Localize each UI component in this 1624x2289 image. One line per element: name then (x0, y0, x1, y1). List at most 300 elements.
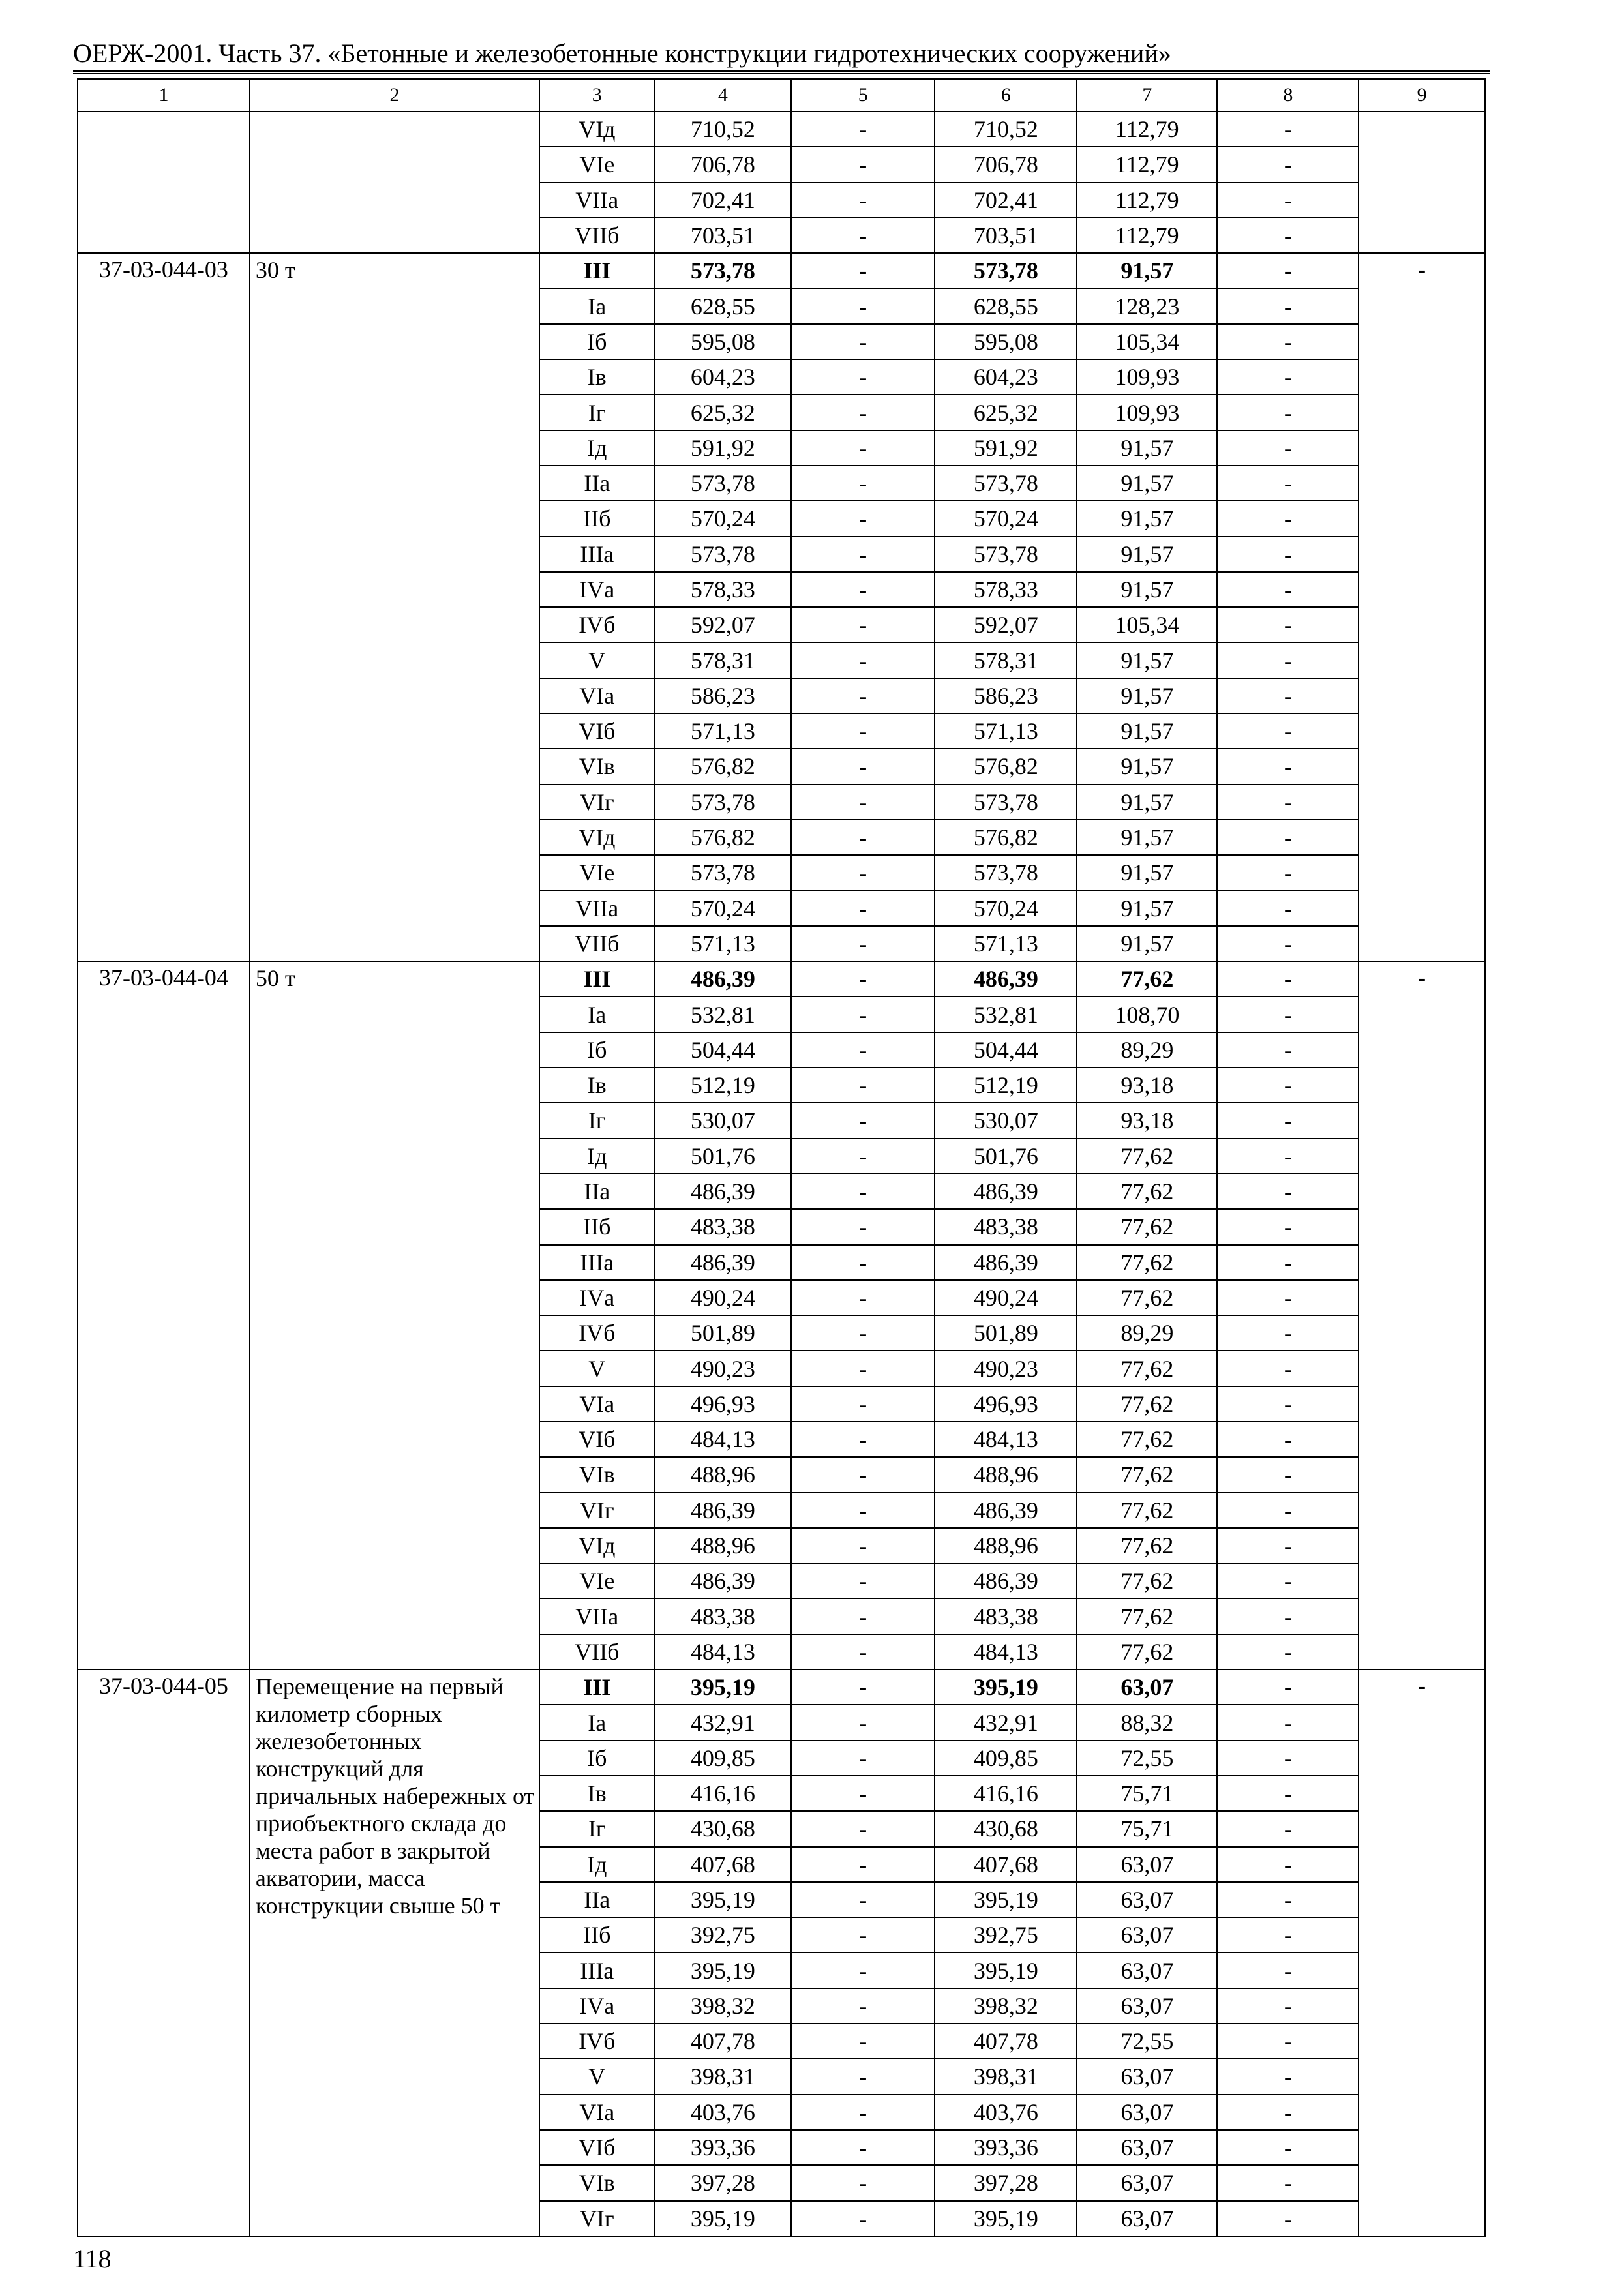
value-cell-col4: 490,23 (654, 1351, 791, 1386)
value-cell-col8: - (1217, 1563, 1359, 1598)
zone-cell: Iг (539, 1811, 654, 1846)
value-cell-col8: - (1217, 572, 1359, 607)
code-cell (78, 112, 250, 253)
value-cell-col5: - (791, 820, 935, 855)
value-cell-col7: 77,62 (1077, 1174, 1217, 1209)
value-cell-col7: 77,62 (1077, 1528, 1217, 1563)
description-cell: 50 т (250, 961, 539, 1669)
value-cell-col8: - (1217, 1068, 1359, 1103)
value-cell-col7: 91,57 (1077, 537, 1217, 572)
value-cell-col4: 392,75 (654, 1917, 791, 1952)
value-cell-col6: 576,82 (935, 749, 1077, 784)
zone-cell: VIе (539, 855, 654, 890)
column-number: 5 (791, 79, 935, 112)
code-cell: 37-03-044-03 (78, 253, 250, 961)
value-cell-col4: 483,38 (654, 1209, 791, 1244)
value-cell-col5: - (791, 253, 935, 288)
value-cell-col5: - (791, 1315, 935, 1351)
value-cell-col5: - (791, 1068, 935, 1103)
value-cell-col7: 63,07 (1077, 2059, 1217, 2094)
value-cell-col8: - (1217, 324, 1359, 359)
value-cell-col6: 604,23 (935, 359, 1077, 395)
value-cell-col6: 395,19 (935, 2201, 1077, 2236)
value-cell-col5: - (791, 1988, 935, 2024)
value-cell-col5: - (791, 1209, 935, 1244)
value-cell-col7: 63,07 (1077, 1847, 1217, 1882)
value-cell-col4: 576,82 (654, 820, 791, 855)
value-cell-col5: - (791, 1741, 935, 1776)
value-cell-col8: - (1217, 1988, 1359, 2024)
value-cell-col6: 501,89 (935, 1315, 1077, 1351)
value-cell-col7: 105,34 (1077, 607, 1217, 642)
zone-cell: Iб (539, 324, 654, 359)
zone-cell: IVб (539, 1315, 654, 1351)
value-cell-col8: - (1217, 1139, 1359, 1174)
value-cell-col7: 91,57 (1077, 749, 1217, 784)
value-cell-col5: - (791, 112, 935, 147)
value-cell-col5: - (791, 1563, 935, 1598)
zone-cell: Iг (539, 395, 654, 430)
zone-cell: VIд (539, 1528, 654, 1563)
value-cell-col6: 398,31 (935, 2059, 1077, 2094)
value-cell-col4: 504,44 (654, 1032, 791, 1068)
value-cell-col4: 416,16 (654, 1776, 791, 1811)
value-cell-col8: - (1217, 642, 1359, 678)
value-cell-col7: 112,79 (1077, 112, 1217, 147)
value-cell-col8: - (1217, 2130, 1359, 2165)
value-cell-col4: 488,96 (654, 1528, 791, 1563)
value-cell-col7: 77,62 (1077, 1280, 1217, 1315)
value-cell-col7: 105,34 (1077, 324, 1217, 359)
value-cell-col7: 63,07 (1077, 2201, 1217, 2236)
value-cell-col8: - (1217, 183, 1359, 218)
value-cell-col7: 91,57 (1077, 253, 1217, 288)
value-cell-col8: - (1217, 1776, 1359, 1811)
value-cell-col7: 112,79 (1077, 218, 1217, 253)
zone-cell: VIв (539, 1457, 654, 1492)
value-cell-col7: 63,07 (1077, 1917, 1217, 1952)
zone-cell: VIа (539, 2095, 654, 2130)
zone-cell: IVа (539, 1280, 654, 1315)
value-cell-col6: 484,13 (935, 1422, 1077, 1457)
value-cell-col8: - (1217, 855, 1359, 890)
zone-cell: IVб (539, 607, 654, 642)
zone-cell: VIг (539, 1493, 654, 1528)
value-cell-col4: 407,78 (654, 2024, 791, 2059)
value-cell-col6: 486,39 (935, 1174, 1077, 1209)
value-cell-col4: 628,55 (654, 288, 791, 323)
value-cell-col8: - (1217, 218, 1359, 253)
value-cell-col5: - (791, 1669, 935, 1705)
value-cell-col5: - (791, 678, 935, 713)
value-cell-col5: - (791, 1882, 935, 1917)
zone-cell: VIIа (539, 183, 654, 218)
value-cell-col8: - (1217, 607, 1359, 642)
zone-cell: VIб (539, 2130, 654, 2165)
column-number: 1 (78, 79, 250, 112)
value-cell-col8: - (1217, 430, 1359, 466)
zone-cell: IIб (539, 1209, 654, 1244)
zone-cell: VIIб (539, 926, 654, 961)
value-cell-col5: - (791, 1634, 935, 1669)
value-cell-col4: 395,19 (654, 1952, 791, 1988)
zone-cell: Iд (539, 430, 654, 466)
value-cell-col7: 91,57 (1077, 855, 1217, 890)
value-cell-col8: - (1217, 1386, 1359, 1422)
value-cell-col5: - (791, 466, 935, 501)
value-cell-col5: - (791, 1528, 935, 1563)
value-cell-col5: - (791, 2130, 935, 2165)
value-cell-col4: 595,08 (654, 324, 791, 359)
value-cell-col4: 407,68 (654, 1847, 791, 1882)
zone-cell: IIIа (539, 537, 654, 572)
value-cell-col8: - (1217, 147, 1359, 182)
zone-cell: III (539, 1669, 654, 1705)
table-row (78, 961, 1485, 996)
zone-cell: VIб (539, 713, 654, 749)
value-cell-col4: 710,52 (654, 112, 791, 147)
value-cell-col5: - (791, 218, 935, 253)
zone-cell: V (539, 2059, 654, 2094)
value-cell-col8: - (1217, 1174, 1359, 1209)
value-cell-col7: 93,18 (1077, 1103, 1217, 1138)
value-cell-col5: - (791, 1422, 935, 1457)
value-cell-col4: 486,39 (654, 1174, 791, 1209)
value-cell-col8: - (1217, 2024, 1359, 2059)
value-cell-col8: - (1217, 820, 1359, 855)
table-row (78, 1669, 1485, 1705)
value-cell-col6: 573,78 (935, 785, 1077, 820)
zone-cell: IVа (539, 572, 654, 607)
value-cell-col4: 488,96 (654, 1457, 791, 1492)
value-cell-col8: - (1217, 466, 1359, 501)
value-cell-col6: 578,33 (935, 572, 1077, 607)
value-cell-col6: 592,07 (935, 607, 1077, 642)
value-cell-col7: 63,07 (1077, 1669, 1217, 1705)
value-cell-col8: - (1217, 2095, 1359, 2130)
value-cell-col7: 91,57 (1077, 430, 1217, 466)
value-cell-col8: - (1217, 961, 1359, 996)
table-body (78, 79, 1485, 2236)
value-cell-col5: - (791, 2201, 935, 2236)
value-cell-col5: - (791, 2095, 935, 2130)
value-cell-col8: - (1217, 1917, 1359, 1952)
value-cell-col6: 392,75 (935, 1917, 1077, 1952)
value-cell-col8: - (1217, 678, 1359, 713)
value-cell-col7: 128,23 (1077, 288, 1217, 323)
column-number: 4 (654, 79, 791, 112)
value-cell-col4: 496,93 (654, 1386, 791, 1422)
value-cell-col4: 486,39 (654, 1245, 791, 1280)
value-cell-col5: - (791, 147, 935, 182)
value-cell-col6: 403,76 (935, 2095, 1077, 2130)
value-cell-col5: - (791, 2059, 935, 2094)
value-cell-col7: 72,55 (1077, 1741, 1217, 1776)
value-cell-col5: - (791, 1032, 935, 1068)
value-cell-col8: - (1217, 1882, 1359, 1917)
value-cell-col8: - (1217, 1103, 1359, 1138)
value-cell-col6: 398,32 (935, 1988, 1077, 2024)
value-cell-col6: 576,82 (935, 820, 1077, 855)
value-cell-col4: 490,24 (654, 1280, 791, 1315)
value-cell-col5: - (791, 891, 935, 926)
value-cell-col6: 532,81 (935, 996, 1077, 1032)
value-cell-col8: - (1217, 2201, 1359, 2236)
value-cell-col4: 486,39 (654, 1493, 791, 1528)
value-cell-col4: 576,82 (654, 749, 791, 784)
value-cell-col8: - (1217, 891, 1359, 926)
value-cell-col7: 91,57 (1077, 785, 1217, 820)
value-cell-col6: 486,39 (935, 1563, 1077, 1598)
value-cell-col7: 77,62 (1077, 1209, 1217, 1244)
value-cell-col6: 570,24 (935, 501, 1077, 536)
zone-cell: Iб (539, 1741, 654, 1776)
value-cell-col7: 77,62 (1077, 1493, 1217, 1528)
zone-cell: IIб (539, 1917, 654, 1952)
value-cell-col5: - (791, 2024, 935, 2059)
value-cell-col6: 570,24 (935, 891, 1077, 926)
value-cell-col6: 397,28 (935, 2165, 1077, 2200)
value-cell-col6: 573,78 (935, 466, 1077, 501)
value-cell-col7: 89,29 (1077, 1315, 1217, 1351)
value-cell-col8: - (1217, 1669, 1359, 1705)
zone-cell: IIа (539, 466, 654, 501)
zone-cell: Iв (539, 359, 654, 395)
value-cell-col8: - (1217, 2059, 1359, 2094)
value-cell-col6: 504,44 (935, 1032, 1077, 1068)
value-cell-col6: 432,91 (935, 1705, 1077, 1740)
value-cell-col7: 77,62 (1077, 961, 1217, 996)
value-cell-col5: - (791, 324, 935, 359)
value-cell-col8: - (1217, 1245, 1359, 1280)
value-cell-col7: 108,70 (1077, 996, 1217, 1032)
value-cell-col7: 63,07 (1077, 1988, 1217, 2024)
value-cell-col4: 573,78 (654, 537, 791, 572)
value-cell-col7: 112,79 (1077, 183, 1217, 218)
value-cell-col4: 573,78 (654, 466, 791, 501)
value-cell-col4: 573,78 (654, 855, 791, 890)
value-cell-col5: - (791, 1776, 935, 1811)
value-cell-col8: - (1217, 1351, 1359, 1386)
value-cell-col6: 430,68 (935, 1811, 1077, 1846)
value-cell-col7: 75,71 (1077, 1811, 1217, 1846)
value-cell-col7: 91,57 (1077, 678, 1217, 713)
zone-cell: III (539, 253, 654, 288)
value-cell-col4: 484,13 (654, 1422, 791, 1457)
value-cell-col6: 703,51 (935, 218, 1077, 253)
value-cell-col5: - (791, 713, 935, 749)
description-cell (250, 112, 539, 253)
zone-cell: VIв (539, 2165, 654, 2200)
value-cell-col9: - (1359, 961, 1485, 1669)
zone-cell: IIб (539, 501, 654, 536)
value-cell-col6: 393,36 (935, 2130, 1077, 2165)
value-cell-col8: - (1217, 1634, 1359, 1669)
value-cell-col6: 490,23 (935, 1351, 1077, 1386)
value-cell-col8: - (1217, 1209, 1359, 1244)
value-cell-col8: - (1217, 359, 1359, 395)
value-cell-col6: 409,85 (935, 1741, 1077, 1776)
value-cell-col8: - (1217, 1493, 1359, 1528)
value-cell-col7: 91,57 (1077, 572, 1217, 607)
value-cell-col6: 407,78 (935, 2024, 1077, 2059)
value-cell-col7: 75,71 (1077, 1776, 1217, 1811)
value-cell-col6: 573,78 (935, 855, 1077, 890)
value-cell-col5: - (791, 1705, 935, 1740)
value-cell-col4: 625,32 (654, 395, 791, 430)
zone-cell: IVа (539, 1988, 654, 2024)
value-cell-col4: 591,92 (654, 430, 791, 466)
value-cell-col8: - (1217, 395, 1359, 430)
value-cell-col5: - (791, 785, 935, 820)
value-cell-col8: - (1217, 1705, 1359, 1740)
value-cell-col4: 703,51 (654, 218, 791, 253)
value-cell-col8: - (1217, 501, 1359, 536)
zone-cell: V (539, 1351, 654, 1386)
value-cell-col4: 395,19 (654, 1669, 791, 1705)
value-cell-col7: 93,18 (1077, 1068, 1217, 1103)
value-cell-col7: 91,57 (1077, 820, 1217, 855)
value-cell-col6: 395,19 (935, 1669, 1077, 1705)
value-cell-col5: - (791, 926, 935, 961)
value-cell-col5: - (791, 1103, 935, 1138)
value-cell-col6: 512,19 (935, 1068, 1077, 1103)
value-cell-col5: - (791, 359, 935, 395)
value-cell-col7: 63,07 (1077, 2165, 1217, 2200)
value-cell-col5: - (791, 395, 935, 430)
value-cell-col7: 77,62 (1077, 1563, 1217, 1598)
value-cell-col9 (1359, 112, 1485, 253)
value-cell-col7: 91,57 (1077, 713, 1217, 749)
zone-cell: Iв (539, 1776, 654, 1811)
value-cell-col5: - (791, 1598, 935, 1634)
value-cell-col5: - (791, 430, 935, 466)
value-cell-col7: 63,07 (1077, 1952, 1217, 1988)
value-cell-col6: 395,19 (935, 1952, 1077, 1988)
value-cell-col5: - (791, 1457, 935, 1492)
value-cell-col7: 91,57 (1077, 891, 1217, 926)
column-number-row (78, 79, 1485, 112)
value-cell-col5: - (791, 642, 935, 678)
zone-cell: Iг (539, 1103, 654, 1138)
value-cell-col6: 490,24 (935, 1280, 1077, 1315)
value-cell-col4: 395,19 (654, 2201, 791, 2236)
value-cell-col6: 483,38 (935, 1598, 1077, 1634)
value-cell-col5: - (791, 1493, 935, 1528)
value-cell-col5: - (791, 288, 935, 323)
value-cell-col4: 702,41 (654, 183, 791, 218)
zone-cell: VIIб (539, 218, 654, 253)
value-cell-col8: - (1217, 785, 1359, 820)
value-cell-col4: 501,76 (654, 1139, 791, 1174)
value-cell-col7: 63,07 (1077, 2095, 1217, 2130)
value-cell-col8: - (1217, 1811, 1359, 1846)
value-cell-col7: 77,62 (1077, 1139, 1217, 1174)
zone-cell: IIа (539, 1174, 654, 1209)
value-cell-col4: 532,81 (654, 996, 791, 1032)
value-cell-col7: 77,62 (1077, 1457, 1217, 1492)
value-cell-col4: 604,23 (654, 359, 791, 395)
value-cell-col6: 586,23 (935, 678, 1077, 713)
value-cell-col6: 484,13 (935, 1634, 1077, 1669)
value-cell-col4: 573,78 (654, 785, 791, 820)
value-cell-col4: 573,78 (654, 253, 791, 288)
zone-cell: Iд (539, 1847, 654, 1882)
column-number: 8 (1217, 79, 1359, 112)
value-cell-col4: 397,28 (654, 2165, 791, 2200)
value-cell-col6: 628,55 (935, 288, 1077, 323)
value-cell-col6: 571,13 (935, 926, 1077, 961)
value-cell-col4: 706,78 (654, 147, 791, 182)
value-cell-col7: 89,29 (1077, 1032, 1217, 1068)
code-cell: 37-03-044-04 (78, 961, 250, 1669)
value-cell-col6: 488,96 (935, 1457, 1077, 1492)
zone-cell: VIд (539, 820, 654, 855)
value-cell-col4: 570,24 (654, 501, 791, 536)
zone-cell: VIд (539, 112, 654, 147)
page-number: 118 (73, 2244, 112, 2273)
zone-cell: Iа (539, 288, 654, 323)
value-cell-col6: 496,93 (935, 1386, 1077, 1422)
column-number: 7 (1077, 79, 1217, 112)
value-cell-col5: - (791, 1351, 935, 1386)
value-cell-col6: 483,38 (935, 1209, 1077, 1244)
value-cell-col6: 501,76 (935, 1139, 1077, 1174)
zone-cell: Iв (539, 1068, 654, 1103)
value-cell-col7: 77,62 (1077, 1386, 1217, 1422)
value-cell-col4: 393,36 (654, 2130, 791, 2165)
value-cell-col7: 88,32 (1077, 1705, 1217, 1740)
zone-cell: VIб (539, 1422, 654, 1457)
value-cell-col6: 710,52 (935, 112, 1077, 147)
value-cell-col8: - (1217, 112, 1359, 147)
table-row (78, 112, 1485, 147)
value-cell-col4: 571,13 (654, 926, 791, 961)
value-cell-col6: 706,78 (935, 147, 1077, 182)
value-cell-col4: 398,32 (654, 1988, 791, 2024)
value-cell-col5: - (791, 1174, 935, 1209)
value-cell-col8: - (1217, 926, 1359, 961)
value-cell-col8: - (1217, 1280, 1359, 1315)
zone-cell: VIг (539, 2201, 654, 2236)
value-cell-col5: - (791, 1386, 935, 1422)
zone-cell: VIа (539, 678, 654, 713)
value-cell-col9: - (1359, 1669, 1485, 2236)
value-cell-col8: - (1217, 288, 1359, 323)
value-cell-col5: - (791, 749, 935, 784)
value-cell-col8: - (1217, 1847, 1359, 1882)
value-cell-col6: 595,08 (935, 324, 1077, 359)
value-cell-col5: - (791, 1139, 935, 1174)
column-number: 2 (250, 79, 539, 112)
zone-cell: IVб (539, 2024, 654, 2059)
value-cell-col7: 91,57 (1077, 926, 1217, 961)
value-cell-col7: 91,57 (1077, 642, 1217, 678)
value-cell-col5: - (791, 1952, 935, 1988)
value-cell-col4: 484,13 (654, 1634, 791, 1669)
value-cell-col7: 112,79 (1077, 147, 1217, 182)
value-cell-col4: 501,89 (654, 1315, 791, 1351)
zone-cell: VIв (539, 749, 654, 784)
value-cell-col6: 530,07 (935, 1103, 1077, 1138)
zone-cell: III (539, 961, 654, 996)
value-cell-col6: 395,19 (935, 1882, 1077, 1917)
table-row (78, 253, 1485, 288)
value-cell-col8: - (1217, 1741, 1359, 1776)
value-cell-col7: 91,57 (1077, 501, 1217, 536)
value-cell-col4: 486,39 (654, 1563, 791, 1598)
value-cell-col6: 573,78 (935, 253, 1077, 288)
